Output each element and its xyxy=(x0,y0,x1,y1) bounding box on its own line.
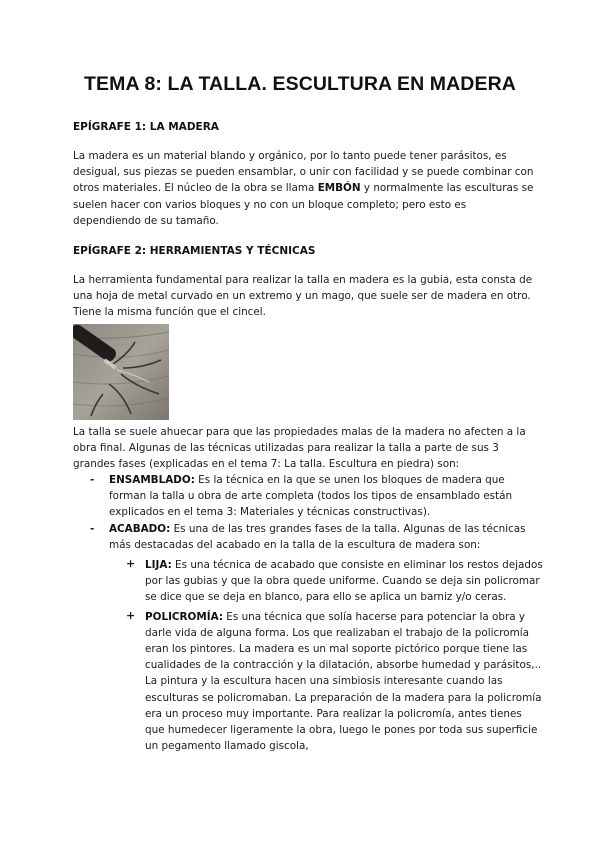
ahuecar-paragraph: La talla se suele ahuecar para que las propiedades malas de la madera no afecten a la obra final. Algunas de las técnicas utilizadas para realizar la talla a parte de sus 3 grandes fases (explicadas en el tema 7: La talla. Escultura en piedra) son: xyxy=(73,426,526,471)
plus-bullet: + xyxy=(126,608,136,622)
list-item xyxy=(73,521,543,755)
gubia-photo-graphic xyxy=(73,324,169,420)
gubia-carving-photo xyxy=(73,324,169,420)
plus-bullet: + xyxy=(126,557,136,571)
sublist-item xyxy=(109,557,543,606)
subitem-label: POLICROMÍA: xyxy=(145,610,223,623)
dash-bullet: - xyxy=(90,522,95,535)
item-label: ACABADO: xyxy=(109,522,171,535)
techniques-list xyxy=(73,472,543,754)
dash-bullet: - xyxy=(90,474,95,486)
item-text: Es la técnica en la que se unen los bloques de madera que forman la talla u obra de arte completa (todos los tipos de ensamblado están explicados en el tema 3: Materiales y técnicas constructivas). xyxy=(109,474,513,519)
item-label: ENSAMBLADO: xyxy=(109,474,195,486)
gubia-paragraph: La herramienta fundamental para realizar la talla en madera es la gubia, esta consta de una hoja de metal curvado en un extremo y un mago, que suele ser de madera en otro. Tiene la misma función que el cincel. xyxy=(73,274,533,319)
epigrafe-1-text-after: y normalmente las esculturas se suelen hacer con varios bloques y no con un bloque completo; pero esto es dependiendo de su tamaño. xyxy=(73,182,534,227)
page-title: TEMA 8: LA TALLA. ESCULTURA EN MADERA xyxy=(84,73,516,95)
subitem-text: Es una técnica que solía hacerse para potenciar la obra y darle vida de alguna forma. Los que realizaban el trabajo de la policromía eran los pintores. La madera es un mal soporte pictórico porque tiene las cualidades de la contracción y la dilatación, absorbe humedad y parásitos,.. La pintura y la escultura hacen una simbiosis interesante cuando las esculturas se policromaban. La preparación de la madera para la policromía era un proceso muy importante. Para realizar la policromía, antes tienes que humedecer ligeramente la obra, luego le pones por toda sus superficie un pegamento llamado giscola, xyxy=(145,610,542,753)
acabado-sublist xyxy=(109,557,543,754)
epigrafe-1-text-before: La madera es un material blando y orgánico, por lo tanto puede tener parásitos, es desigual, sus piezas se pueden ensamblar, o unir con facilidad y se puede combinar con otros materiales. El núcleo de la obra se llama xyxy=(73,150,534,195)
epigrafe-1-paragraph xyxy=(73,148,535,229)
sublist-item xyxy=(109,609,543,755)
embon-term: EMBÓN xyxy=(317,182,361,195)
epigrafe-2-heading: EPÍGRAFE 2: HERRAMIENTAS Y TÉCNICAS xyxy=(73,245,316,257)
item-text: Es una de las tres grandes fases de la talla. Algunas de las técnicas más destacadas del acabado en la talla de la escultura de madera son: xyxy=(109,522,526,551)
subitem-text: Es una técnica de acabado que consiste en eliminar los restos dejados por las gubias y que la obra quede uniforme. Cuando se deja sin policromar se dice que se deja en blanco, para ello se aplica un barniz y/o ceras. xyxy=(145,559,543,604)
list-item xyxy=(73,472,543,521)
epigrafe-1-heading: EPÍGRAFE 1: LA MADERA xyxy=(73,121,219,133)
subitem-label: LIJA: xyxy=(145,559,172,572)
